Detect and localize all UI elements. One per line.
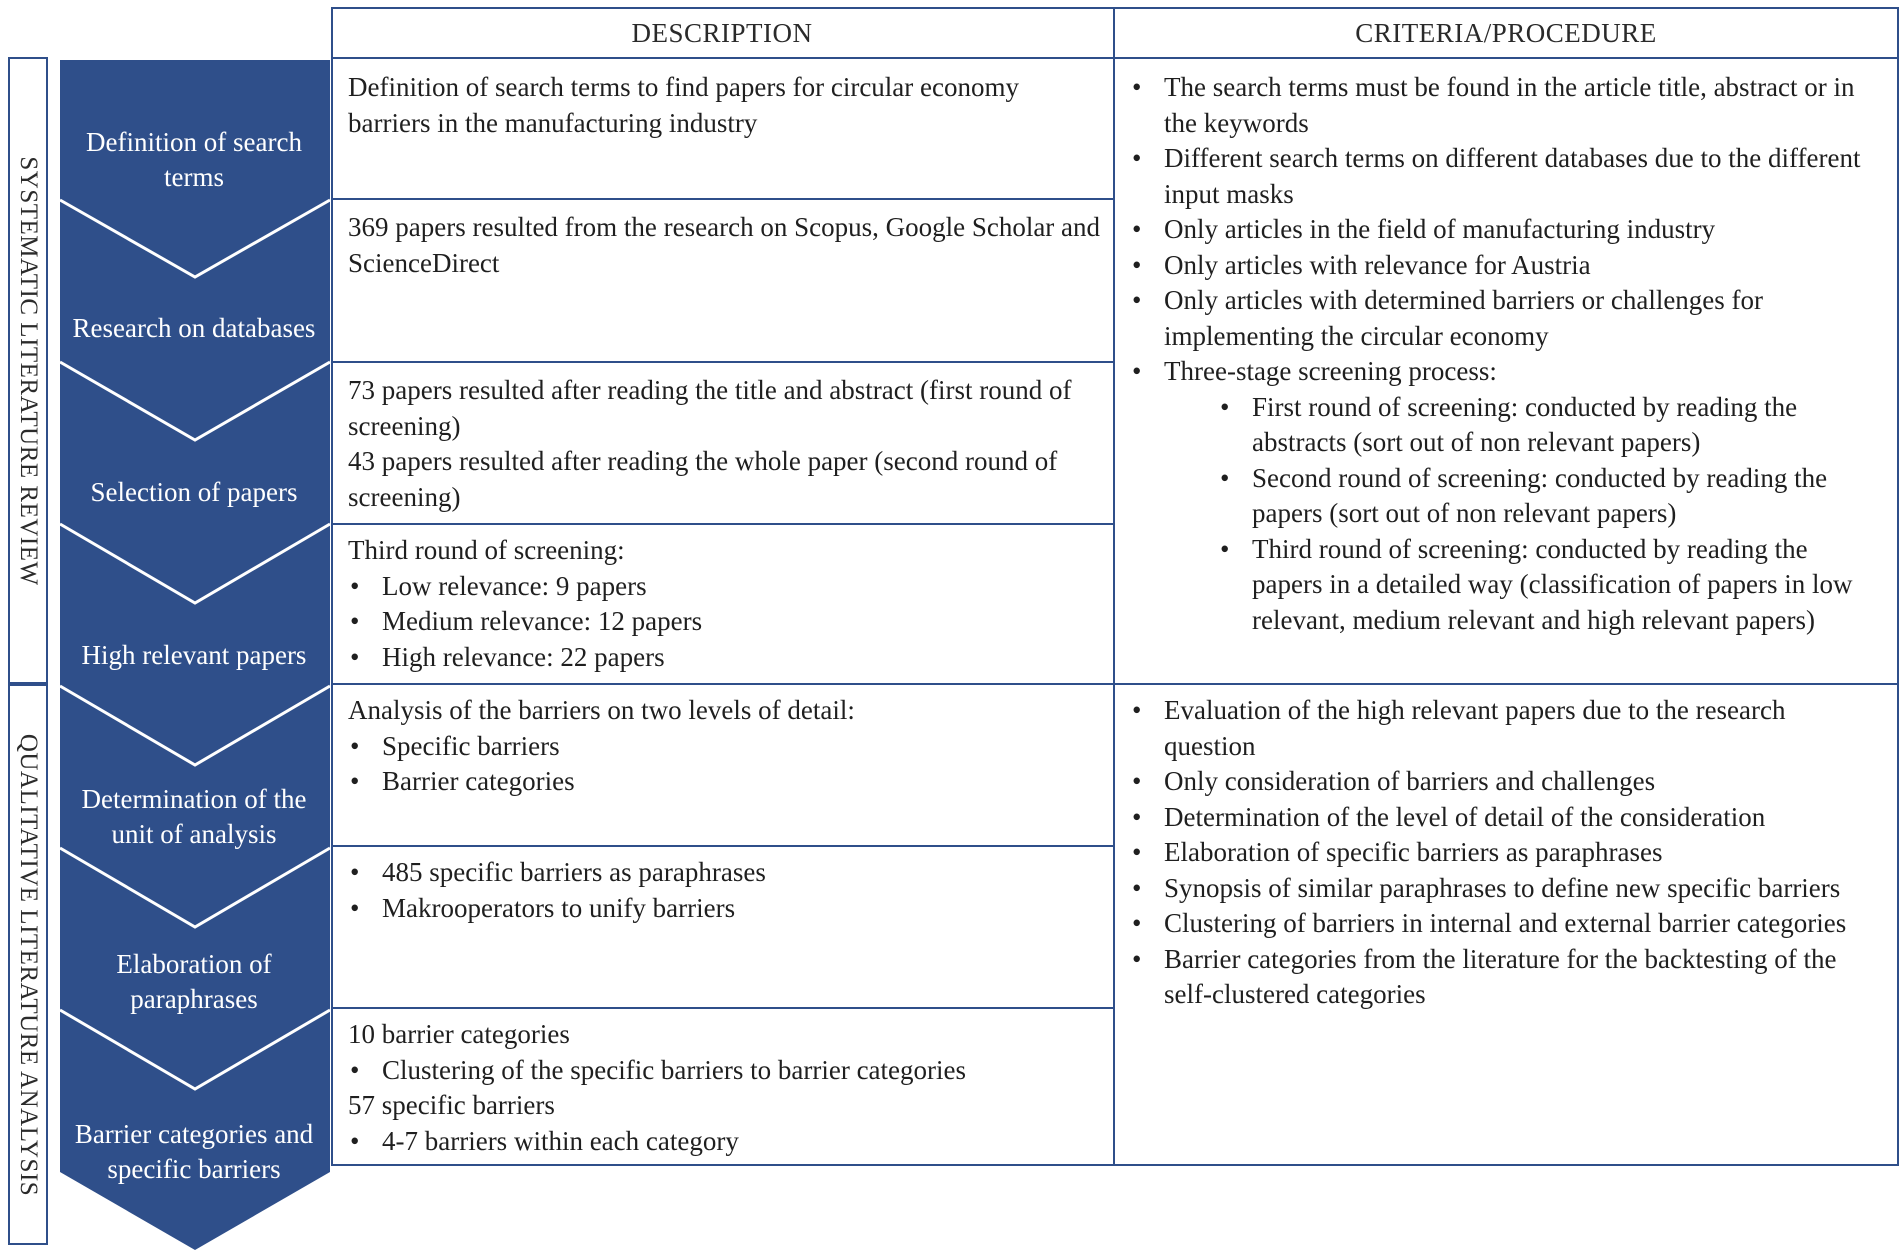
description-text: Third round of screening: [348,535,625,565]
sub-list-item: • Second round of screening: conducted by reading the papers (sort out of non relevant papers) [1130,461,1882,532]
row-divider [331,198,1113,200]
row-divider [331,1007,1113,1009]
description-cell-3 [348,373,1108,515]
description-text: 369 papers resulted from the research on Scopus, Google Scholar and ScienceDirect [348,212,1101,278]
description-cell-4 [348,533,1108,675]
levels-list [348,729,1108,800]
list-item: • Clustering of the specific barriers to barrier categories [348,1053,1108,1089]
criteria-analysis-list [1130,693,1882,1013]
header-description: DESCRIPTION [631,17,813,48]
list-item: • Only articles with determined barriers or challenges for implementing the circular economy [1130,283,1882,354]
category-list [348,1053,1108,1089]
step-determination-of-unit: Determination of the unit of analysis [81,784,307,849]
description-text: 73 papers resulted after reading the title and abstract (first round of screening) [348,375,1072,441]
description-text: 10 barrier categories [348,1019,570,1049]
list-item: • The search terms must be found in the article title, abstract or in the keywords [1130,70,1882,141]
phase-label: QUALITATIVE LITERATURE ANALYSIS [15,733,42,1196]
description-cell-7 [348,1017,1108,1159]
step-elaboration-of-paraphrases: Elaboration of paraphrases [116,949,272,1014]
step-selection-of-papers: Selection of papers [90,476,298,507]
description-text: Analysis of the barriers on two levels of detail: [348,695,855,725]
list-item: • Medium relevance: 12 papers [348,604,1108,640]
list-item: • 485 specific barriers as paraphrases [348,855,1108,891]
criteria-review-list [1130,70,1882,638]
row-divider [331,845,1113,847]
criteria-analysis-cell [1130,693,1882,1013]
barrier-list [348,1124,1108,1160]
description-cell-6 [348,855,1108,926]
list-item: • Only articles with relevance for Austria [1130,248,1882,284]
sub-list-item: • Third round of screening: conducted by reading the papers in a detailed way (classification of papers in low relevant, medium relevant and high relevant papers) [1130,532,1882,639]
phase-label: SYSTEMATIC LITERATURE REVIEW [15,155,42,586]
step-high-relevant-papers: High relevant papers [81,639,307,670]
list-item: • Elaboration of specific barriers as paraphrases [1130,835,1882,871]
step-research-on-databases: Research on databases [72,312,316,343]
row-divider [331,683,1899,685]
list-item: • Determination of the level of detail of the consideration [1130,800,1882,836]
list-item: • Barrier categories [348,764,1108,800]
list-item: • Specific barriers [348,729,1108,765]
list-item: • High relevance: 22 papers [348,640,1108,676]
description-cell-2 [348,210,1108,281]
description-text: 57 specific barriers [348,1090,555,1120]
relevance-list [348,569,1108,676]
row-divider [331,523,1113,525]
list-item: • Three-stage screening process: [1130,354,1882,390]
paraphrase-list [348,855,1108,926]
step-definition-of-search-terms: Definition of search terms [86,127,302,192]
sub-list-item: • First round of screening: conducted by reading the abstracts (sort out of non relevant papers) [1130,390,1882,461]
row-divider [331,361,1113,363]
header-criteria: CRITERIA/PROCEDURE [1355,17,1657,48]
list-item: • Evaluation of the high relevant papers due to the research question [1130,693,1882,764]
criteria-review-cell [1130,70,1882,638]
list-item: • Clustering of barriers in internal and external barrier categories [1130,906,1882,942]
column-divider [1113,7,1115,1166]
list-item: • Only consideration of barriers and challenges [1130,764,1882,800]
list-item: • Only articles in the field of manufacturing industry [1130,212,1882,248]
list-item: • 4-7 barriers within each category [348,1124,1108,1160]
list-item: • Synopsis of similar paraphrases to define new specific barriers [1130,871,1882,907]
description-cell-1 [348,70,1108,141]
description-text: 43 papers resulted after reading the whole paper (second round of screening) [348,446,1058,512]
description-cell-5 [348,693,1108,800]
list-item: • Low relevance: 9 papers [348,569,1108,605]
list-item: • Different search terms on different databases due to the different input masks [1130,141,1882,212]
description-text: Definition of search terms to find papers for circular economy barriers in the manufacturing industry [348,72,1020,138]
list-item: • Barrier categories from the literature for the backtesting of the self-clustered categories [1130,942,1882,1013]
step-barrier-categories: Barrier categories and specific barriers [74,1119,314,1184]
list-item: • Makrooperators to unify barriers [348,891,1108,927]
